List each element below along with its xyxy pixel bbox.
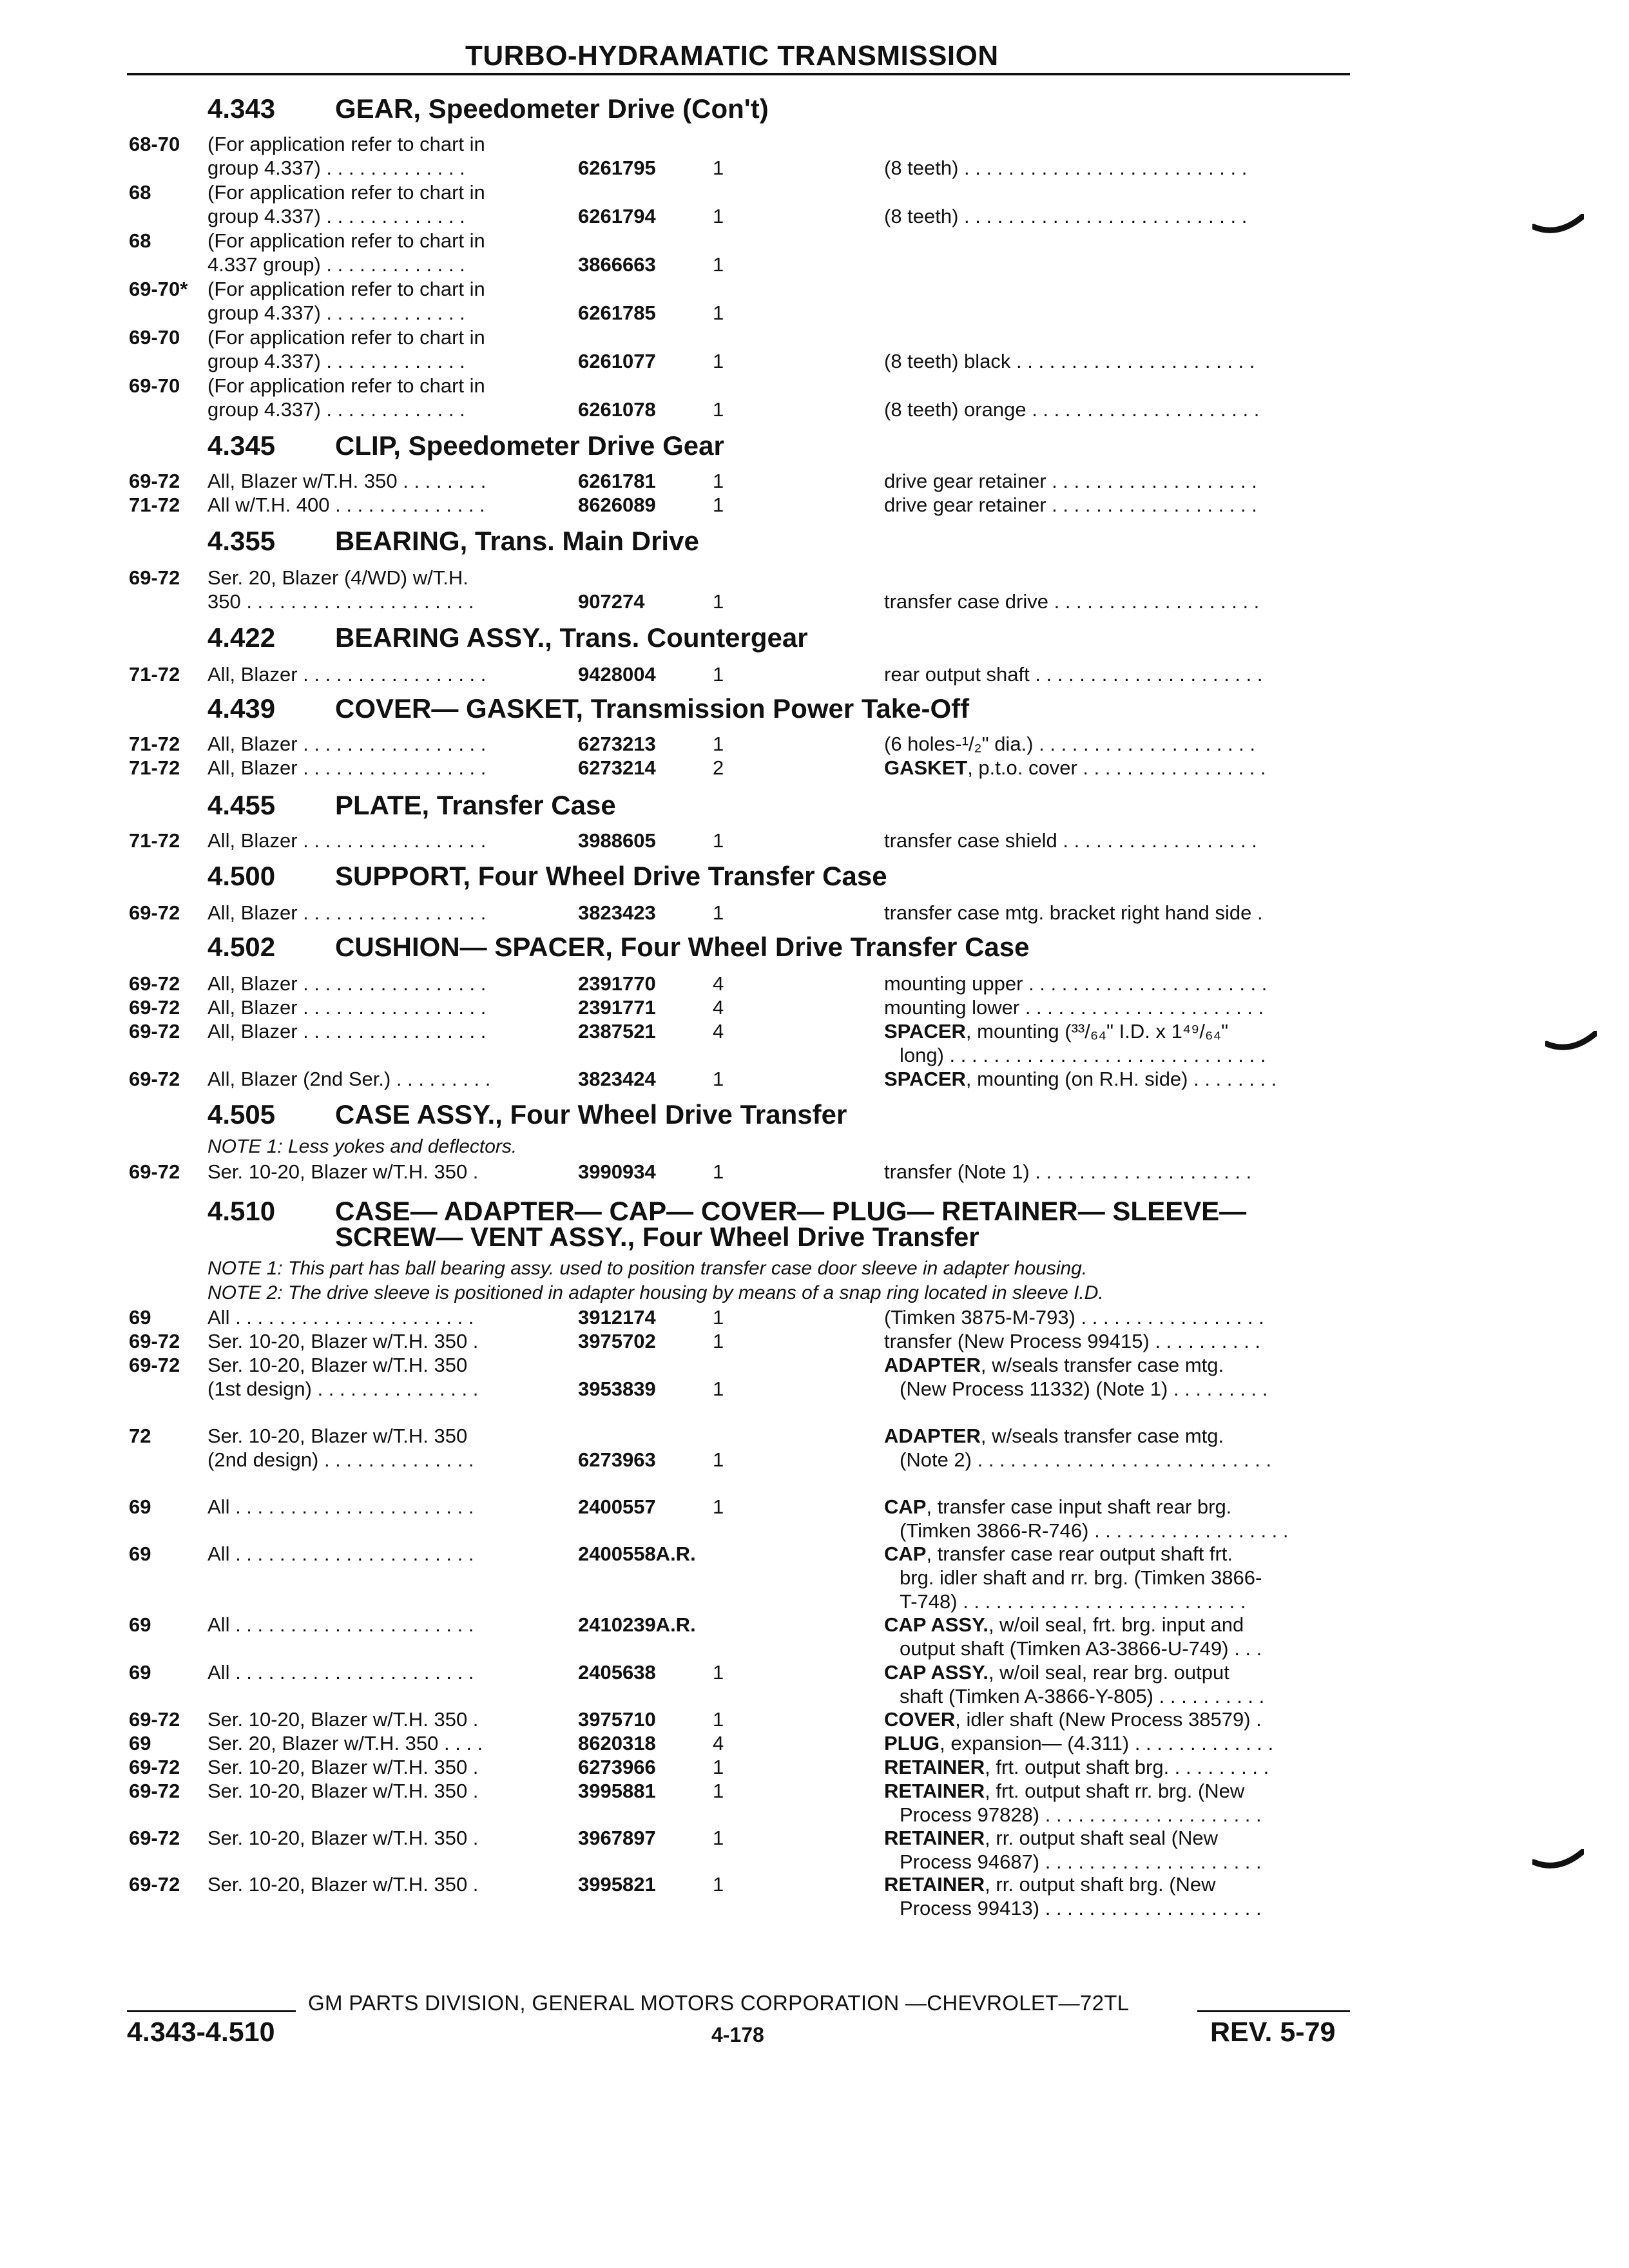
application-line: Ser. 20, Blazer w/T.H. 350 . . . . bbox=[207, 1732, 483, 1754]
model-years: 69-72 bbox=[129, 1873, 180, 1896]
application-line: All, Blazer w/T.H. 350 . . . . . . . . bbox=[207, 470, 487, 492]
application bbox=[207, 469, 486, 493]
quantity: 1 bbox=[713, 494, 724, 516]
part-number: 8626089 bbox=[578, 494, 656, 516]
application-line: All . . . . . . . . . . . . . . . . . . . . . . bbox=[207, 1661, 474, 1684]
description-line: mounting upper . . . . . . . . . . . . . . . . . . . . . . bbox=[884, 972, 1268, 995]
application bbox=[207, 1731, 483, 1755]
description bbox=[884, 469, 1348, 493]
model-years: 69 bbox=[129, 1306, 151, 1329]
application bbox=[207, 1495, 474, 1519]
application bbox=[207, 132, 485, 180]
application-line: All . . . . . . . . . . . . . . . . . . . . . . bbox=[207, 1542, 474, 1565]
description-line: (6 holes-¹/₂" dia.) . . . . . . . . . . . . . . . . . . . . bbox=[884, 733, 1256, 755]
application bbox=[207, 229, 485, 276]
description bbox=[884, 156, 1348, 180]
part-number: 6261078 bbox=[578, 398, 656, 421]
description-line: output shaft (Timken A3-3866-U-749) . . . bbox=[900, 1637, 1262, 1660]
part-number: 8620318 bbox=[578, 1732, 656, 1754]
application-line: group 4.337) . . . . . . . . . . . . . bbox=[207, 157, 465, 179]
description-line: (Timken 3875-M-793) . . . . . . . . . . . . . . . . . bbox=[884, 1306, 1264, 1329]
description-line: long) . . . . . . . . . . . . . . . . . . . . . . . . . . . . . bbox=[900, 1044, 1266, 1066]
part-number: 2410239A.R. bbox=[578, 1613, 696, 1636]
application-line: Ser. 10-20, Blazer w/T.H. 350 . bbox=[207, 1756, 479, 1778]
description-line: COVER, idler shaft (New Process 38579) . bbox=[884, 1708, 1262, 1731]
page-title: TURBO-HYDRAMATIC TRANSMISSION bbox=[465, 40, 999, 72]
model-years: 69 bbox=[129, 1732, 151, 1754]
footer-rule-left bbox=[127, 2010, 296, 2012]
quantity: 1 bbox=[713, 1756, 724, 1778]
description bbox=[884, 1353, 1348, 1401]
part-number: 6261781 bbox=[578, 470, 656, 492]
part-number: 907274 bbox=[578, 590, 645, 613]
quantity: 1 bbox=[713, 1068, 724, 1090]
model-years: 72 bbox=[129, 1425, 151, 1447]
footer-page-number: 4-178 bbox=[711, 2023, 764, 2046]
quantity: 4 bbox=[713, 996, 724, 1019]
section-number: 4.345 bbox=[207, 430, 276, 461]
model-years: 69-72 bbox=[129, 1020, 180, 1043]
model-years: 69 bbox=[129, 1495, 151, 1518]
part-number: 6261795 bbox=[578, 157, 656, 179]
application-line: All . . . . . . . . . . . . . . . . . . . . . . bbox=[207, 1306, 474, 1329]
application-line: Ser. 20, Blazer (4/WD) w/T.H. bbox=[207, 566, 468, 589]
part-number: 6261077 bbox=[578, 350, 656, 372]
model-years: 68 bbox=[129, 229, 151, 252]
description-line: transfer case mtg. bracket right hand side . bbox=[884, 901, 1263, 924]
part-number: 2400557 bbox=[578, 1495, 656, 1518]
part-number: 3990934 bbox=[578, 1160, 656, 1183]
description bbox=[884, 1329, 1348, 1353]
application-line: (For application refer to chart in bbox=[207, 229, 485, 252]
description-line: ADAPTER, w/seals transfer case mtg. bbox=[884, 1354, 1224, 1376]
model-years: 71-72 bbox=[129, 733, 180, 755]
model-years: 69-72 bbox=[129, 901, 180, 924]
application bbox=[207, 1660, 474, 1684]
model-years: 69-72 bbox=[129, 1780, 180, 1802]
part-number: 3823423 bbox=[578, 901, 656, 924]
section-number: 4.422 bbox=[207, 622, 276, 653]
section-title: SUPPORT, Four Wheel Drive Transfer Case bbox=[335, 861, 887, 891]
description-line: SPACER, mounting (³³/₆₄" I.D. x 1⁴⁹/₆₄" bbox=[884, 1020, 1229, 1043]
description bbox=[884, 972, 1348, 995]
model-years: 69-72 bbox=[129, 1708, 180, 1731]
application-line: (For application refer to chart in bbox=[207, 278, 485, 300]
quantity: 4 bbox=[713, 1020, 724, 1043]
part-number: 3975710 bbox=[578, 1708, 656, 1731]
part-number: 2400558A.R. bbox=[578, 1542, 696, 1565]
part-number: 3967897 bbox=[578, 1827, 656, 1849]
binder-tab-mark bbox=[1545, 1031, 1597, 1057]
application bbox=[207, 1160, 478, 1184]
description-line: SPACER, mounting (on R.H. side) . . . . . . . . bbox=[884, 1068, 1277, 1090]
description-line: Process 94687) . . . . . . . . . . . . . . . . . . . . bbox=[900, 1850, 1262, 1873]
model-years: 69-72 bbox=[129, 996, 180, 1019]
section-title: CUSHION— SPACER, Four Wheel Drive Transfer Case bbox=[335, 932, 1030, 962]
description bbox=[884, 662, 1348, 686]
description bbox=[884, 1067, 1348, 1091]
application bbox=[207, 732, 486, 756]
description-line: (Note 2) . . . . . . . . . . . . . . . . . . . . . . . . . . . bbox=[900, 1448, 1272, 1471]
description-line: RETAINER, frt. output shaft brg. . . . . . . . . . bbox=[884, 1756, 1269, 1778]
quantity: 1 bbox=[713, 1330, 724, 1352]
description-line: transfer (Note 1) . . . . . . . . . . . . . . . . . . . . bbox=[884, 1160, 1252, 1183]
description-line: RETAINER, frt. output shaft rr. brg. (New bbox=[884, 1780, 1245, 1802]
part-number: 3912174 bbox=[578, 1306, 656, 1329]
description bbox=[884, 590, 1348, 613]
application bbox=[207, 1707, 478, 1731]
application bbox=[207, 901, 486, 925]
quantity: 1 bbox=[713, 663, 724, 686]
application-line: 350 . . . . . . . . . . . . . . . . . . . . . bbox=[207, 590, 474, 613]
application-line: group 4.337) . . . . . . . . . . . . . bbox=[207, 398, 465, 421]
quantity: 1 bbox=[713, 1495, 724, 1518]
application-line: All, Blazer . . . . . . . . . . . . . . . . . bbox=[207, 663, 487, 686]
description-line: (8 teeth) . . . . . . . . . . . . . . . . . . . . . . . . . . bbox=[884, 157, 1248, 179]
section-title: COVER— GASKET, Transmission Power Take-Off bbox=[335, 693, 970, 724]
description-line: mounting lower . . . . . . . . . . . . . . . . . . . . . . bbox=[884, 996, 1264, 1019]
section-number: 4.355 bbox=[207, 526, 276, 556]
application bbox=[207, 566, 474, 613]
application bbox=[207, 1019, 486, 1043]
application bbox=[207, 829, 486, 852]
model-years: 69-72 bbox=[129, 1330, 180, 1352]
quantity: 1 bbox=[713, 350, 724, 372]
part-number: 6261794 bbox=[578, 205, 656, 227]
application bbox=[207, 1826, 478, 1850]
application bbox=[207, 277, 485, 325]
description-line: PLUG, expansion— (4.311) . . . . . . . . . . . . . bbox=[884, 1732, 1274, 1754]
application-line: Ser. 10-20, Blazer w/T.H. 350 bbox=[207, 1425, 468, 1447]
description bbox=[884, 493, 1348, 517]
application bbox=[207, 972, 486, 995]
quantity: 1 bbox=[713, 253, 724, 276]
application bbox=[207, 1613, 474, 1637]
description bbox=[884, 1707, 1348, 1731]
quantity: 4 bbox=[713, 1732, 724, 1754]
part-number: 2405638 bbox=[578, 1661, 656, 1684]
description bbox=[884, 1542, 1348, 1613]
description bbox=[884, 1305, 1348, 1329]
model-years: 69 bbox=[129, 1613, 151, 1636]
application-line: group 4.337) . . . . . . . . . . . . . bbox=[207, 302, 465, 324]
footer-publisher: GM PARTS DIVISION, GENERAL MOTORS CORPORATION —CHEVROLET—72TL bbox=[308, 1991, 1130, 2015]
section-note: NOTE 1: This part has ball bearing assy. used to position transfer case door sleeve in adapter housing. bbox=[207, 1258, 1088, 1279]
model-years: 69-72 bbox=[129, 1068, 180, 1090]
quantity: 1 bbox=[713, 590, 724, 613]
model-years: 68 bbox=[129, 181, 151, 204]
model-years: 69-72 bbox=[129, 566, 180, 589]
description-line: ADAPTER, w/seals transfer case mtg. bbox=[884, 1425, 1224, 1447]
part-number: 2391771 bbox=[578, 996, 656, 1019]
footer-revision: REV. 5-79 bbox=[1210, 2017, 1336, 2048]
description-line: CAP, transfer case rear output shaft frt. bbox=[884, 1542, 1233, 1565]
quantity: 1 bbox=[713, 829, 724, 852]
application-line: All, Blazer (2nd Ser.) . . . . . . . . . bbox=[207, 1068, 491, 1090]
description bbox=[884, 1872, 1348, 1920]
description bbox=[884, 901, 1348, 925]
model-years: 71-72 bbox=[129, 829, 180, 852]
description bbox=[884, 1755, 1348, 1779]
model-years: 69-72 bbox=[129, 1354, 180, 1376]
quantity: 1 bbox=[713, 1448, 724, 1471]
description-line: transfer case drive . . . . . . . . . . . . . . . . . . . bbox=[884, 590, 1260, 613]
model-years: 69-72 bbox=[129, 972, 180, 995]
section-title: CLIP, Speedometer Drive Gear bbox=[335, 430, 724, 461]
description bbox=[884, 1613, 1348, 1660]
section-number: 4.505 bbox=[207, 1099, 276, 1129]
part-number: 3953839 bbox=[578, 1378, 656, 1400]
description bbox=[884, 732, 1348, 756]
application bbox=[207, 1305, 474, 1329]
quantity: 1 bbox=[713, 733, 724, 755]
quantity: 1 bbox=[713, 302, 724, 324]
description-line: RETAINER, rr. output shaft seal (New bbox=[884, 1827, 1218, 1849]
description-line: (8 teeth) black . . . . . . . . . . . . . . . . . . . . . . bbox=[884, 350, 1255, 372]
quantity: 1 bbox=[713, 1873, 724, 1896]
model-years: 69-72 bbox=[129, 1160, 180, 1183]
quantity: 1 bbox=[713, 901, 724, 924]
model-years: 69-70 bbox=[129, 374, 180, 397]
description-line: (Timken 3866-R-746) . . . . . . . . . . . . . . . . . . bbox=[900, 1519, 1289, 1542]
header-rule bbox=[127, 73, 1350, 75]
application bbox=[207, 325, 485, 373]
application bbox=[207, 1067, 490, 1091]
application-line: Ser. 10-20, Blazer w/T.H. 350 . bbox=[207, 1330, 479, 1352]
application-line: All, Blazer . . . . . . . . . . . . . . . . . bbox=[207, 901, 487, 924]
model-years: 69-70 bbox=[129, 326, 180, 349]
description-line: drive gear retainer . . . . . . . . . . . . . . . . . . . bbox=[884, 494, 1257, 516]
part-number: 2387521 bbox=[578, 1020, 656, 1043]
model-years: 69-72 bbox=[129, 470, 180, 492]
description bbox=[884, 204, 1348, 228]
application bbox=[207, 1353, 478, 1401]
description bbox=[884, 995, 1348, 1019]
application-line: All, Blazer . . . . . . . . . . . . . . . . . bbox=[207, 996, 487, 1019]
description bbox=[884, 756, 1348, 780]
application bbox=[207, 1424, 474, 1472]
application bbox=[207, 1779, 478, 1803]
description bbox=[884, 1495, 1348, 1542]
section-number: 4.455 bbox=[207, 790, 276, 820]
description bbox=[884, 1826, 1348, 1874]
application-line: (For application refer to chart in bbox=[207, 181, 485, 204]
description-line: (8 teeth) . . . . . . . . . . . . . . . . . . . . . . . . . . bbox=[884, 205, 1248, 227]
model-years: 71-72 bbox=[129, 756, 180, 779]
description bbox=[884, 829, 1348, 852]
part-number: 6261785 bbox=[578, 302, 656, 324]
application-line: (For application refer to chart in bbox=[207, 374, 485, 397]
description-line: rear output shaft . . . . . . . . . . . . . . . . . . . . . bbox=[884, 663, 1263, 686]
description bbox=[884, 1019, 1348, 1067]
application bbox=[207, 374, 485, 421]
model-years: 68-70 bbox=[129, 133, 180, 155]
description bbox=[884, 1160, 1348, 1184]
part-number: 6273213 bbox=[578, 733, 656, 755]
application-line: (2nd design) . . . . . . . . . . . . . . bbox=[207, 1448, 474, 1471]
application-line: (For application refer to chart in bbox=[207, 133, 485, 155]
model-years: 69-70* bbox=[129, 278, 188, 300]
section-note: NOTE 2: The drive sleeve is positioned in adapter housing by means of a snap ring located in sleeve I.D. bbox=[207, 1282, 1104, 1303]
description-line: Process 99413) . . . . . . . . . . . . . . . . . . . . bbox=[900, 1897, 1262, 1919]
part-number: 6273214 bbox=[578, 756, 656, 779]
part-number: 3975702 bbox=[578, 1330, 656, 1352]
application-line: (1st design) . . . . . . . . . . . . . . . bbox=[207, 1378, 479, 1400]
part-number: 2391770 bbox=[578, 972, 656, 995]
application-line: All . . . . . . . . . . . . . . . . . . . . . . bbox=[207, 1613, 474, 1636]
section-title: BEARING ASSY., Trans. Countergear bbox=[335, 622, 808, 653]
quantity: 1 bbox=[713, 1661, 724, 1684]
section-number: 4.502 bbox=[207, 932, 276, 962]
application-line: All, Blazer . . . . . . . . . . . . . . . . . bbox=[207, 756, 487, 779]
description-line: shaft (Timken A-3866-Y-805) . . . . . . . . . . bbox=[900, 1685, 1265, 1707]
part-number: 3988605 bbox=[578, 829, 656, 852]
description bbox=[884, 1424, 1348, 1472]
application-line: group 4.337) . . . . . . . . . . . . . bbox=[207, 205, 465, 227]
application bbox=[207, 1542, 474, 1566]
footer-section-range: 4.343-4.510 bbox=[127, 2017, 275, 2048]
quantity: 1 bbox=[713, 1780, 724, 1802]
application-line: 4.337 group) . . . . . . . . . . . . . bbox=[207, 253, 465, 276]
quantity: 1 bbox=[713, 1306, 724, 1329]
section-title-continued: SCREW— VENT ASSY., Four Wheel Drive Transfer bbox=[335, 1222, 979, 1252]
section-title: PLATE, Transfer Case bbox=[335, 790, 616, 820]
description-line: CAP ASSY., w/oil seal, rear brg. output bbox=[884, 1661, 1229, 1684]
application-line: group 4.337) . . . . . . . . . . . . . bbox=[207, 350, 465, 372]
section-note: NOTE 1: Less yokes and deflectors. bbox=[207, 1136, 517, 1157]
description-line: CAP ASSY., w/oil seal, frt. brg. input and bbox=[884, 1613, 1244, 1636]
application bbox=[207, 1329, 478, 1353]
application-line: All, Blazer . . . . . . . . . . . . . . . . . bbox=[207, 733, 487, 755]
section-title: CASE— ADAPTER— CAP— COVER— PLUG— RETAINER— SLEEVE— bbox=[335, 1196, 1247, 1226]
section-title: GEAR, Speedometer Drive (Con't) bbox=[335, 93, 769, 124]
binder-tab-mark bbox=[1532, 214, 1584, 240]
application-line: Ser. 10-20, Blazer w/T.H. 350 . bbox=[207, 1827, 479, 1849]
application bbox=[207, 180, 485, 228]
application-line: All . . . . . . . . . . . . . . . . . . . . . . bbox=[207, 1495, 474, 1518]
description-line: (New Process 11332) (Note 1) . . . . . . . . . bbox=[900, 1378, 1268, 1400]
description bbox=[884, 1731, 1348, 1755]
quantity: 1 bbox=[713, 205, 724, 227]
description-line: drive gear retainer . . . . . . . . . . . . . . . . . . . bbox=[884, 470, 1257, 492]
section-title: BEARING, Trans. Main Drive bbox=[335, 526, 699, 556]
application-line: All, Blazer . . . . . . . . . . . . . . . . . bbox=[207, 1020, 487, 1043]
footer-rule-right bbox=[1197, 2010, 1350, 2012]
section-number: 4.500 bbox=[207, 861, 276, 891]
quantity: 1 bbox=[713, 157, 724, 179]
model-years: 69-72 bbox=[129, 1827, 180, 1849]
application bbox=[207, 1872, 478, 1896]
description bbox=[884, 1660, 1348, 1708]
description-line: brg. idler shaft and rr. brg. (Timken 3866- bbox=[900, 1566, 1262, 1589]
quantity: 1 bbox=[713, 1827, 724, 1849]
application-line: All, Blazer . . . . . . . . . . . . . . . . . bbox=[207, 829, 487, 852]
part-number: 3995821 bbox=[578, 1873, 656, 1896]
section-number: 4.510 bbox=[207, 1196, 276, 1226]
part-number: 6273966 bbox=[578, 1756, 656, 1778]
model-years: 71-72 bbox=[129, 494, 180, 516]
quantity: 1 bbox=[713, 1378, 724, 1400]
quantity: 1 bbox=[713, 470, 724, 492]
application-line: Ser. 10-20, Blazer w/T.H. 350 . bbox=[207, 1873, 479, 1896]
description bbox=[884, 398, 1348, 421]
application-line: (For application refer to chart in bbox=[207, 326, 485, 349]
description-line: transfer case shield . . . . . . . . . . . . . . . . . . bbox=[884, 829, 1257, 852]
application-line: Ser. 10-20, Blazer w/T.H. 350 . bbox=[207, 1708, 479, 1731]
model-years: 69 bbox=[129, 1542, 151, 1565]
application-line: Ser. 10-20, Blazer w/T.H. 350 . bbox=[207, 1780, 479, 1802]
application-line: Ser. 10-20, Blazer w/T.H. 350 bbox=[207, 1354, 468, 1376]
quantity: 1 bbox=[713, 398, 724, 421]
application bbox=[207, 662, 486, 686]
model-years: 69-72 bbox=[129, 1756, 180, 1778]
binder-tab-mark bbox=[1532, 1849, 1584, 1875]
quantity: 1 bbox=[713, 1160, 724, 1183]
part-number: 9428004 bbox=[578, 663, 656, 686]
section-number: 4.439 bbox=[207, 693, 276, 724]
description bbox=[884, 1779, 1348, 1827]
section-title: CASE ASSY., Four Wheel Drive Transfer bbox=[335, 1099, 847, 1129]
quantity: 2 bbox=[713, 756, 724, 779]
description-line: T-748) . . . . . . . . . . . . . . . . . . . . . . . . . . bbox=[900, 1590, 1246, 1613]
description-line: (8 teeth) orange . . . . . . . . . . . . . . . . . . . . . bbox=[884, 398, 1260, 421]
description-line: GASKET, p.t.o. cover . . . . . . . . . . . . . . . . . bbox=[884, 756, 1266, 779]
part-number: 3823424 bbox=[578, 1068, 656, 1090]
part-number: 3866663 bbox=[578, 253, 656, 276]
application-line: All w/T.H. 400 . . . . . . . . . . . . . . bbox=[207, 494, 485, 516]
quantity: 1 bbox=[713, 1708, 724, 1731]
part-number: 3995881 bbox=[578, 1780, 656, 1802]
model-years: 71-72 bbox=[129, 663, 180, 686]
part-number: 6273963 bbox=[578, 1448, 656, 1471]
description-line: RETAINER, rr. output shaft brg. (New bbox=[884, 1873, 1216, 1896]
description-line: Process 97828) . . . . . . . . . . . . . . . . . . . . bbox=[900, 1803, 1262, 1826]
application bbox=[207, 756, 486, 780]
model-years: 69 bbox=[129, 1661, 151, 1684]
application bbox=[207, 1755, 478, 1779]
description-line: CAP, transfer case input shaft rear brg. bbox=[884, 1495, 1232, 1518]
section-number: 4.343 bbox=[207, 93, 276, 124]
application-line: All, Blazer . . . . . . . . . . . . . . . . . bbox=[207, 972, 487, 995]
description-line: transfer (New Process 99415) . . . . . . . . . . bbox=[884, 1330, 1261, 1352]
application-line: Ser. 10-20, Blazer w/T.H. 350 . bbox=[207, 1160, 479, 1183]
quantity: 4 bbox=[713, 972, 724, 995]
description bbox=[884, 349, 1348, 373]
application bbox=[207, 493, 485, 517]
application bbox=[207, 995, 486, 1019]
